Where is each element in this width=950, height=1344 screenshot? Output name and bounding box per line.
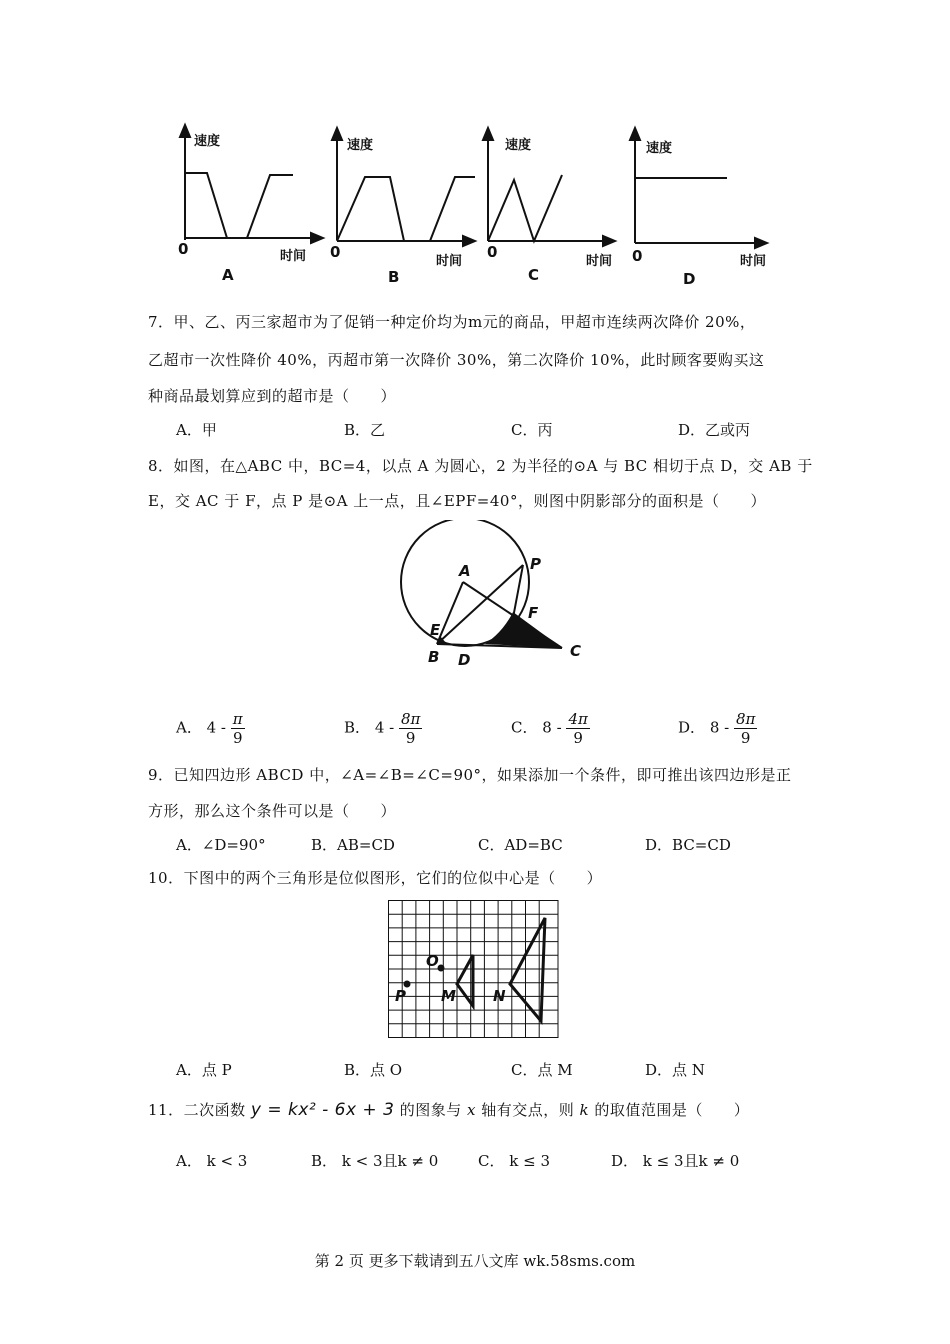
q11-suffix-2: 轴有交点，则 xyxy=(481,1101,575,1119)
q8-line-1: 8．如图，在△ABC 中，BC=4，以点 A 为圆心，2 为半径的⊙A 与 BC 相切于点 D，交 AB 于 xyxy=(148,457,813,475)
q11-equation: y = kx² - 6x + 3 xyxy=(250,1100,395,1120)
q8-option-b-fraction xyxy=(399,710,422,747)
fig8-label-d: D xyxy=(458,651,471,669)
graph-b-letter: B xyxy=(388,268,400,286)
q8-option-b-den: 9 xyxy=(405,729,416,747)
q8-option-a-whole: 4 - xyxy=(206,718,227,737)
fig10-label-o: O xyxy=(426,952,439,970)
graph-a-xlabel: 时间 xyxy=(280,249,307,264)
q9-option-d: D．BC=CD xyxy=(645,836,731,854)
q10-line-1: 10．下图中的两个三角形是位似图形，它们的位似中心是（ ） xyxy=(148,869,603,887)
q8-option-a-den: 9 xyxy=(232,729,243,747)
graph-c-xlabel: 时间 xyxy=(586,254,613,269)
grid-figure xyxy=(388,898,563,1040)
fig8-label-c: C xyxy=(570,642,582,660)
graph-a-letter: A xyxy=(222,266,234,284)
q11-prefix: 11．二次函数 xyxy=(148,1101,246,1119)
q7-line-2: 乙超市一次性降价 40%，丙超市第一次降价 30%，第二次降价 10%，此时顾客要购买这 xyxy=(148,351,765,369)
fig8-label-a: A xyxy=(459,562,471,580)
q8-option-c-prefix: C． xyxy=(511,718,538,737)
q11-option-d: D． k ≤ 3且k ≠ 0 xyxy=(611,1152,740,1170)
q11-x-var: x xyxy=(466,1101,476,1119)
q9-option-a: A．∠D=90° xyxy=(176,836,266,854)
graph-a-origin: 0 xyxy=(178,240,189,258)
fig8-label-e: E xyxy=(430,621,441,639)
q11-k-var: k xyxy=(579,1101,590,1119)
fig10-label-p: P xyxy=(395,987,406,1005)
q7-option-d: D．乙或丙 xyxy=(678,421,751,439)
q8-option-d-fraction xyxy=(734,710,757,747)
q11-option-a: A． k < 3 xyxy=(176,1152,248,1170)
graphs-svg xyxy=(0,0,950,300)
q8-option-d-prefix: D． xyxy=(678,718,706,737)
q8-option-d-num: 8π xyxy=(735,710,756,728)
graph-b-xlabel: 时间 xyxy=(436,254,463,269)
q10-option-a: A．点 P xyxy=(176,1061,232,1079)
q9-option-c: C．AD=BC xyxy=(478,836,563,854)
q11-option-b: B． k < 3且k ≠ 0 xyxy=(311,1152,439,1170)
graph-c-ylabel: 速度 xyxy=(505,138,532,153)
q8-option-c-den: 9 xyxy=(573,729,583,747)
q8-option-d xyxy=(678,710,757,747)
q10-option-c: C．点 M xyxy=(511,1061,573,1079)
q10-option-b: B．点 O xyxy=(344,1061,403,1079)
q8-option-c xyxy=(511,710,590,747)
q8-option-b-num: 8π xyxy=(400,710,421,728)
speed-time-graphs xyxy=(0,0,950,300)
circle-triangle-figure xyxy=(385,520,595,670)
q8-option-a-prefix: A． xyxy=(176,718,202,737)
graph-c-origin: 0 xyxy=(487,243,498,261)
fig10-label-n: N xyxy=(493,987,506,1005)
graph-d-ylabel: 速度 xyxy=(646,141,673,156)
graph-c-letter: C xyxy=(528,266,540,284)
fig8-label-f: F xyxy=(528,604,539,622)
q7-option-b: B．乙 xyxy=(344,421,386,439)
q9-line-1: 9．已知四边形 ABCD 中，∠A=∠B=∠C=90°，如果添加一个条件，即可推出该四边形是正 xyxy=(148,766,792,784)
graph-c xyxy=(483,128,615,246)
graph-a-ylabel: 速度 xyxy=(194,134,221,149)
q11-line-1 xyxy=(148,1099,749,1120)
q10-option-d: D．点 N xyxy=(645,1061,705,1079)
graph-d-xlabel: 时间 xyxy=(740,254,767,269)
graph-b-origin: 0 xyxy=(330,243,341,261)
graph-b-ylabel: 速度 xyxy=(347,138,374,153)
page-footer: 第 2 页 更多下载请到五八文库 wk.58sms.com xyxy=(314,1252,636,1270)
fig8-label-b: B xyxy=(428,648,440,666)
q8-option-c-fraction xyxy=(566,710,589,747)
q7-line-1: 7．甲、乙、丙三家超市为了促销一种定价均为m元的商品，甲超市连续两次降价 20%， xyxy=(148,313,756,331)
q8-option-d-den: 9 xyxy=(740,729,751,747)
q7-line-3: 种商品最划算应到的超市是（ ） xyxy=(148,387,397,405)
q8-option-a-num: π xyxy=(232,710,243,728)
q9-option-b: B．AB=CD xyxy=(311,836,395,854)
q8-option-c-num: 4π xyxy=(568,710,588,728)
q8-option-d-whole: 8 - xyxy=(709,718,730,737)
fig8-label-p: P xyxy=(530,555,541,573)
q9-line-2: 方形，那么这个条件可以是（ ） xyxy=(148,802,397,820)
q8-option-a-fraction xyxy=(231,710,245,747)
q8-option-b-prefix: B． xyxy=(344,718,371,737)
graph-d-letter: D xyxy=(683,270,696,288)
q11-suffix-3: 的取值范围是（ ） xyxy=(594,1101,750,1119)
graph-d-origin: 0 xyxy=(632,247,643,265)
q11-option-c: C． k ≤ 3 xyxy=(478,1152,550,1170)
q7-option-a: A．甲 xyxy=(176,421,217,439)
q7-option-c: C．丙 xyxy=(511,421,553,439)
q8-option-b xyxy=(344,710,422,747)
q8-option-a xyxy=(176,710,245,747)
q8-line-2: E，交 AC 于 F，点 P 是⊙A 上一点，且∠EPF=40°，则图中阴影部分的面积是（ ） xyxy=(148,492,766,510)
q8-option-b-whole: 4 - xyxy=(374,718,395,737)
fig10-label-m: M xyxy=(441,987,456,1005)
q8-option-c-whole: 8 - xyxy=(542,718,562,737)
q11-suffix: 的图象与 xyxy=(399,1101,462,1119)
